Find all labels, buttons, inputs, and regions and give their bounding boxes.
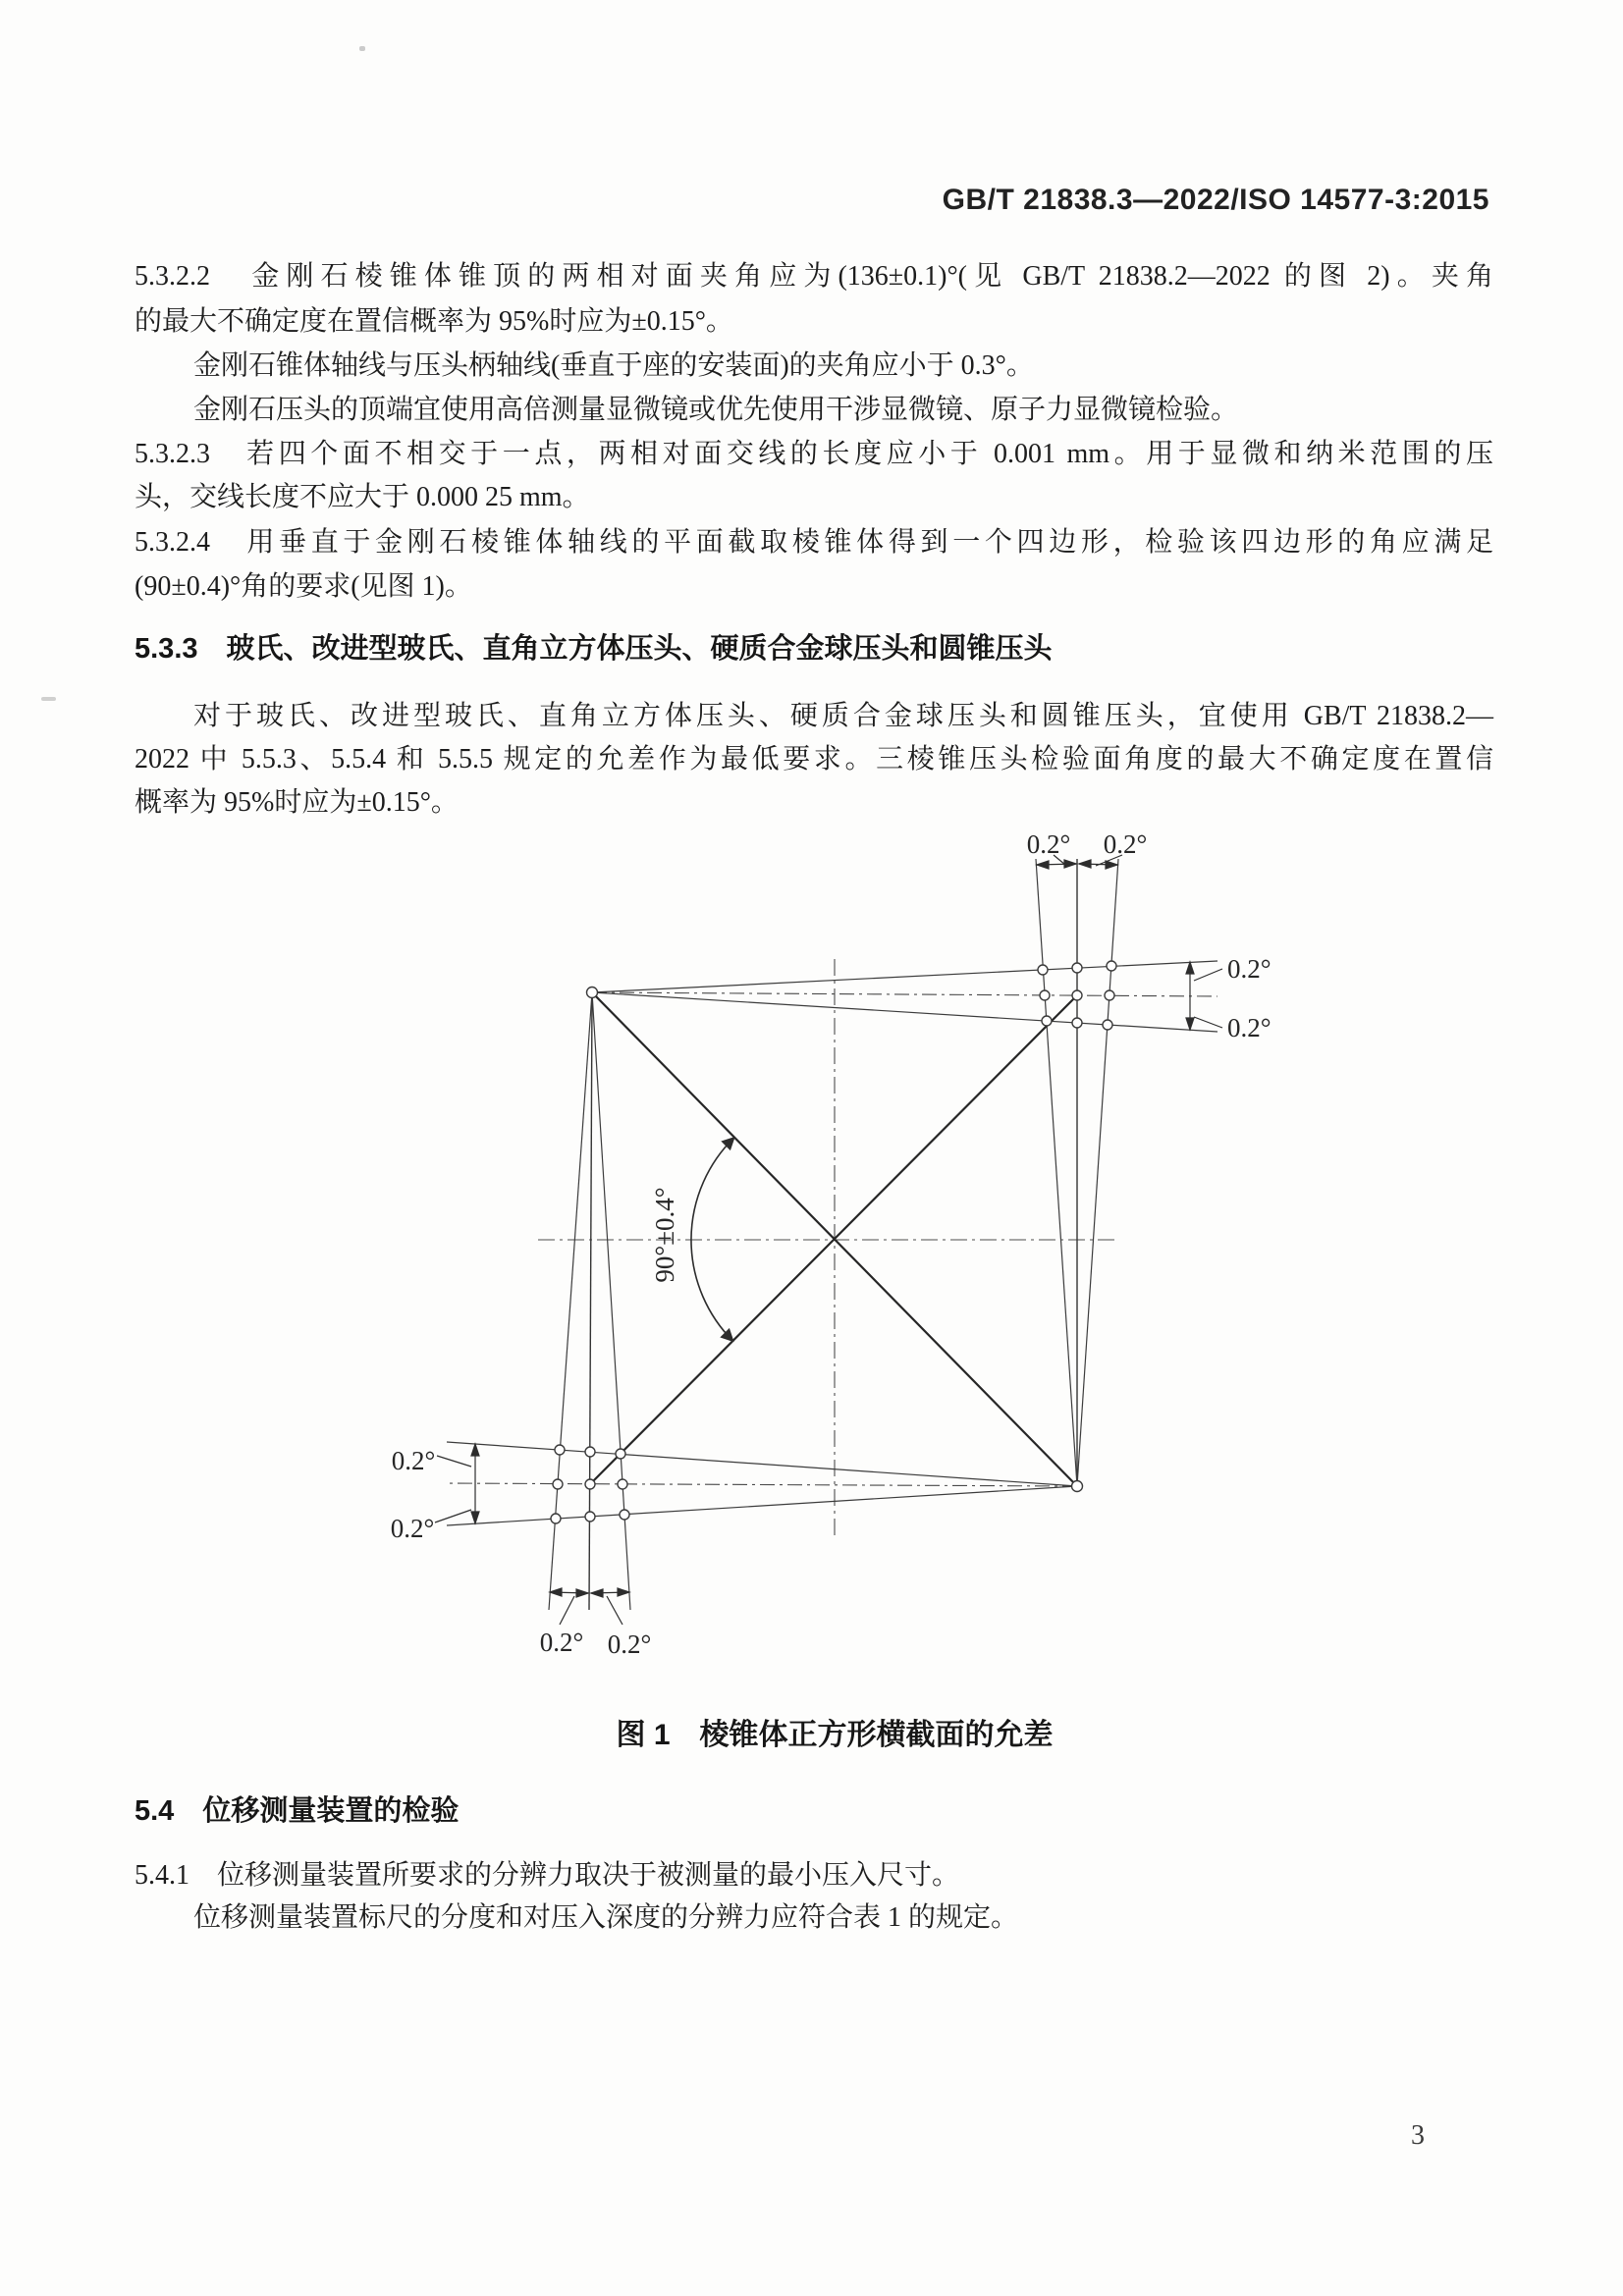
clause-533-heading: 5.3.3 玻氏、改进型玻氏、直角立方体压头、硬质合金球压头和圆锥压头 [135, 633, 1053, 665]
clause-5324-line1: 5.3.2.4 用垂直于金刚石棱锥体轴线的平面截取棱锥体得到一个四边形，检验该四边形的角应满足 [135, 527, 1493, 558]
clause-533-line1: 对于玻氏、改进型玻氏、直角立方体压头、硬质合金球压头和圆锥压头，宜使用 GB/T 21838.2— [193, 701, 1493, 731]
clause-541-line1: 5.4.1 位移测量装置所要求的分辨力取决于被测量的最小压入尺寸。 [135, 1860, 960, 1891]
scan-artifact [41, 697, 56, 701]
clause-5323-line1: 5.3.2.3 若四个面不相交于一点，两相对面交线的长度应小于 0.001 mm。用于显微和纳米范围的压 [135, 439, 1493, 469]
tolerance-fan-lines [447, 859, 1217, 1610]
clause-5322-line1: 5.3.2.2 金刚石棱锥体锥顶的两相对面夹角应为(136±0.1)°(见 GB/T 21838.2—2022 的图 2)。夹角 [135, 261, 1493, 292]
clause-54-heading: 5.4 位移测量装置的检验 [135, 1795, 460, 1827]
clause-533-line2: 2022 中 5.5.3、5.5.4 和 5.5.5 规定的允差作为最低要求。三棱锥压头检验面角度的最大不确定度在置信 [135, 744, 1493, 774]
scan-artifact [359, 46, 365, 51]
page-number: 3 [1411, 2120, 1425, 2151]
top-tolerance-label-2: 0.2° [1103, 829, 1148, 859]
figure-1-pyramid-cross-section-tolerance-diagram [363, 829, 1281, 1674]
left-tolerance-label-2: 0.2° [390, 1514, 435, 1543]
bottom-tolerance-label-1: 0.2° [539, 1628, 584, 1657]
clause-5323-line2: 头，交线长度不应大于 0.000 25 mm。 [135, 482, 590, 512]
clause-533-line3: 概率为 95%时应为±0.15°。 [135, 787, 459, 818]
clause-5322-line2: 的最大不确定度在置信概率为 95%时应为±0.15°。 [135, 306, 733, 337]
clause-5324-line2: (90±0.4)°角的要求(见图 1)。 [135, 571, 472, 602]
right-tolerance-label-1: 0.2° [1227, 954, 1271, 984]
clause-5322-line4: 金刚石压头的顶端宜使用高倍测量显微镜或优先使用干涉显微镜、原子力显微镜检验。 [193, 395, 1239, 425]
left-dimension [435, 1444, 479, 1523]
bottom-tolerance-label-2: 0.2° [607, 1629, 652, 1659]
centerlines [538, 959, 1119, 1537]
top-tolerance-label-1: 0.2° [1026, 829, 1071, 859]
figure-1-caption: 图 1 棱锥体正方形横截面的允差 [616, 1719, 1054, 1751]
angle-dimension-label: 90°±0.4° [650, 1187, 679, 1283]
clause-541-line2: 位移测量装置标尺的分度和对压入深度的分辨力应符合表 1 的规定。 [193, 1902, 1019, 1933]
right-tolerance-label-2: 0.2° [1227, 1013, 1271, 1042]
standard-number-header: GB/T 21838.3—2022/ISO 14577-3:2015 [942, 184, 1489, 216]
clause-5322-line3: 金刚石锥体轴线与压头柄轴线(垂直于座的安装面)的夹角应小于 0.3°。 [193, 350, 1034, 381]
left-tolerance-label-1: 0.2° [391, 1446, 436, 1475]
